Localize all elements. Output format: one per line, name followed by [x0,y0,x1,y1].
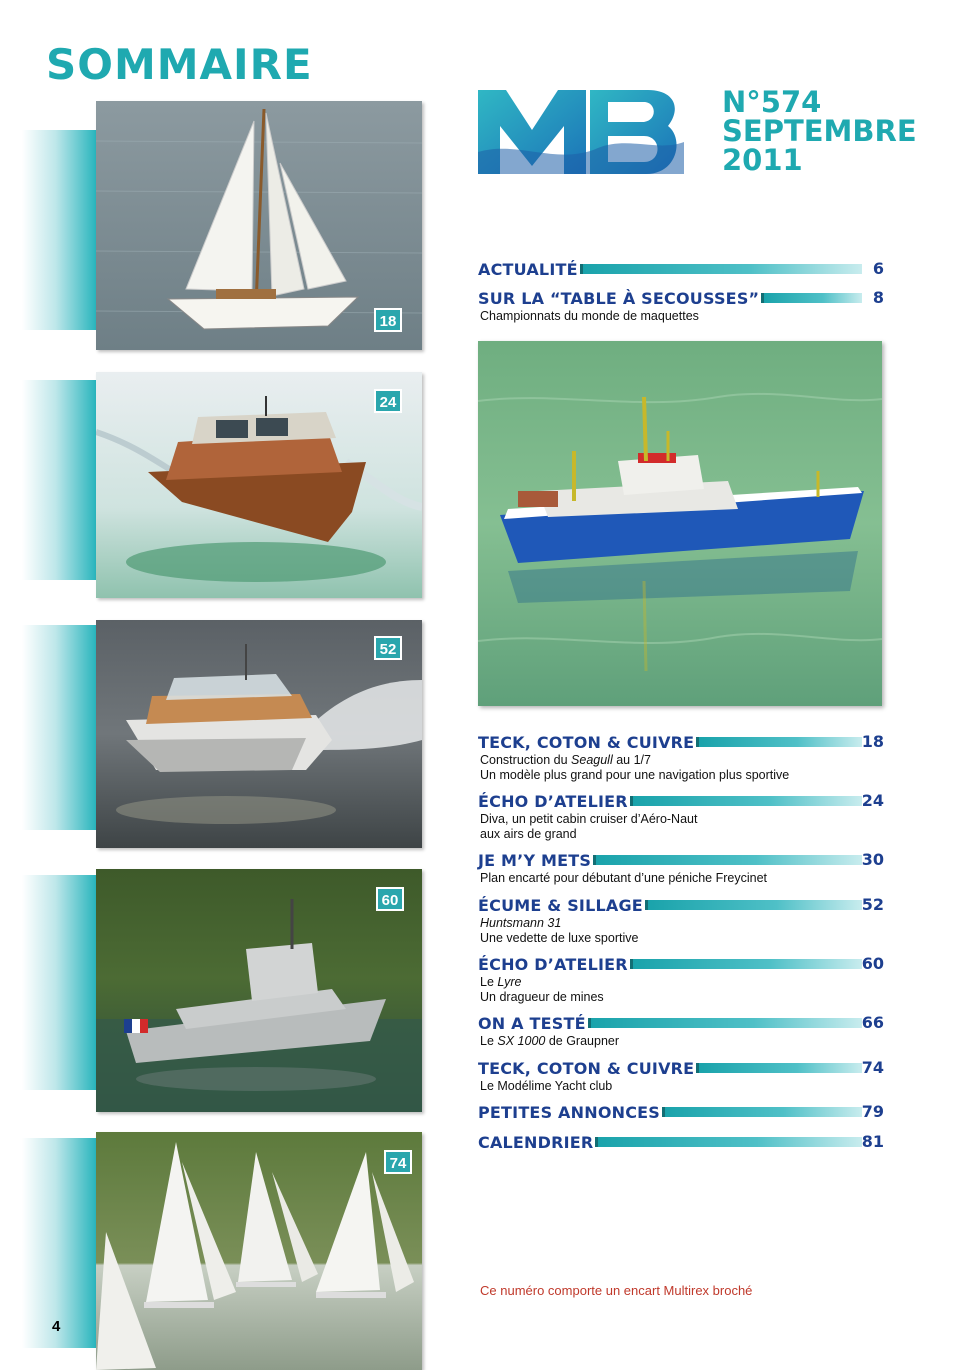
toc-bar [630,959,862,969]
toc-entry-echo-atelier-60[interactable] [478,953,884,1005]
toc-page: 18 [861,732,884,751]
toc-page: 30 [861,850,884,869]
toc-subtitle: Championnats du monde de maquettes [480,309,699,323]
insert-note: Ce numéro comporte un encart Multirex broché [480,1283,753,1298]
toc-title: ACTUALITÉ [478,259,578,279]
toc-bar [696,1063,862,1073]
page-title: SOMMAIRE [46,40,313,89]
toc-title: TECK, COTON & CUIVRE [478,1058,695,1078]
issue-info [722,85,917,177]
toc-title: TECK, COTON & CUIVRE [478,732,695,752]
toc-bar [588,1018,862,1028]
toc-bar [593,855,862,865]
page-number: 4 [52,1318,61,1335]
toc-entry-teck-coton-cuivre-74[interactable] [478,1057,884,1094]
toc-bar [662,1107,862,1117]
toc-bar [630,796,862,806]
toc-entry-echo-atelier-24[interactable] [478,790,884,842]
toc-title: JE M’Y METS [478,850,592,870]
photo-badge-52: 52 [374,636,402,660]
teal-band-4 [22,875,96,1090]
toc-page: 6 [872,259,884,278]
teal-band-3 [22,625,96,830]
toc-entry-on-a-teste[interactable] [478,1012,884,1049]
photo-badge-74: 74 [384,1150,412,1174]
toc-page: 24 [861,791,884,810]
toc-page: 66 [861,1013,884,1032]
toc-entry-teck-coton-cuivre-18[interactable] [478,731,884,783]
toc-entry-table-a-secousses[interactable] [478,287,884,324]
toc-subtitle: Huntsmann 31 [480,916,562,930]
photo-trawler [478,341,882,706]
toc-entry-actualite[interactable] [478,258,884,280]
photo-badge-60: 60 [376,887,404,911]
magazine-logo [478,90,684,174]
issue-number: N°574 [722,85,822,119]
toc-subtitle: Une vedette de luxe sportive [480,931,639,945]
photo-minesweeper [96,869,422,1112]
toc-subtitle: Construction du Seagull au 1/7 [480,753,651,767]
toc-page: 8 [872,288,884,307]
toc-subtitle: Diva, un petit cabin cruiser d’Aéro-Naut [480,812,698,826]
toc-page: 74 [861,1058,884,1077]
toc-bar [595,1137,862,1147]
toc-subtitle: Le SX 1000 de Graupner [480,1034,620,1048]
toc-entry-je-my-mets[interactable] [478,849,884,886]
toc-entry-ecume-sillage[interactable] [478,894,884,946]
toc-bar [696,737,862,747]
toc-entry-calendrier[interactable] [478,1131,884,1153]
toc-subtitle: aux airs de grand [480,827,577,841]
photo-badge-18: 18 [374,308,402,332]
toc-title: ON A TESTÉ [478,1013,586,1033]
teal-band-1 [22,130,96,330]
toc-subtitle: Plan encarté pour débutant d’une péniche Freycinet [480,871,767,885]
toc-title: CALENDRIER [478,1132,594,1152]
toc-entry-petites-annonces[interactable] [478,1101,884,1123]
teal-band-2 [22,380,96,580]
toc-page: 81 [861,1132,884,1151]
toc-page: 79 [861,1102,884,1121]
toc-title: ÉCHO D’ATELIER [478,954,628,974]
toc-title: ÉCUME & SILLAGE [478,895,643,915]
toc-title: PETITES ANNONCES [478,1102,661,1122]
toc-page: 52 [861,895,884,914]
teal-band-5 [22,1138,96,1348]
toc-title: ÉCHO D’ATELIER [478,791,628,811]
photo-regatta [96,1132,422,1370]
toc-subtitle: Le Modélime Yacht club [480,1079,613,1093]
toc-page: 60 [861,954,884,973]
issue-year: 2011 [722,143,803,177]
toc-bar [761,293,862,303]
toc-subtitle: Un modèle plus grand pour une navigation plus sportive [480,768,790,782]
toc-bar [645,900,862,910]
photo-badge-24: 24 [374,389,402,413]
toc-subtitle: Un dragueur de mines [480,990,604,1004]
mrb-logo-graphic [478,90,684,174]
toc-title: SUR LA “TABLE À SECOUSSES” [478,288,760,308]
toc-bar [580,264,862,274]
issue-month: SEPTEMBRE [722,114,917,148]
toc-subtitle: Le Lyre [480,975,522,989]
